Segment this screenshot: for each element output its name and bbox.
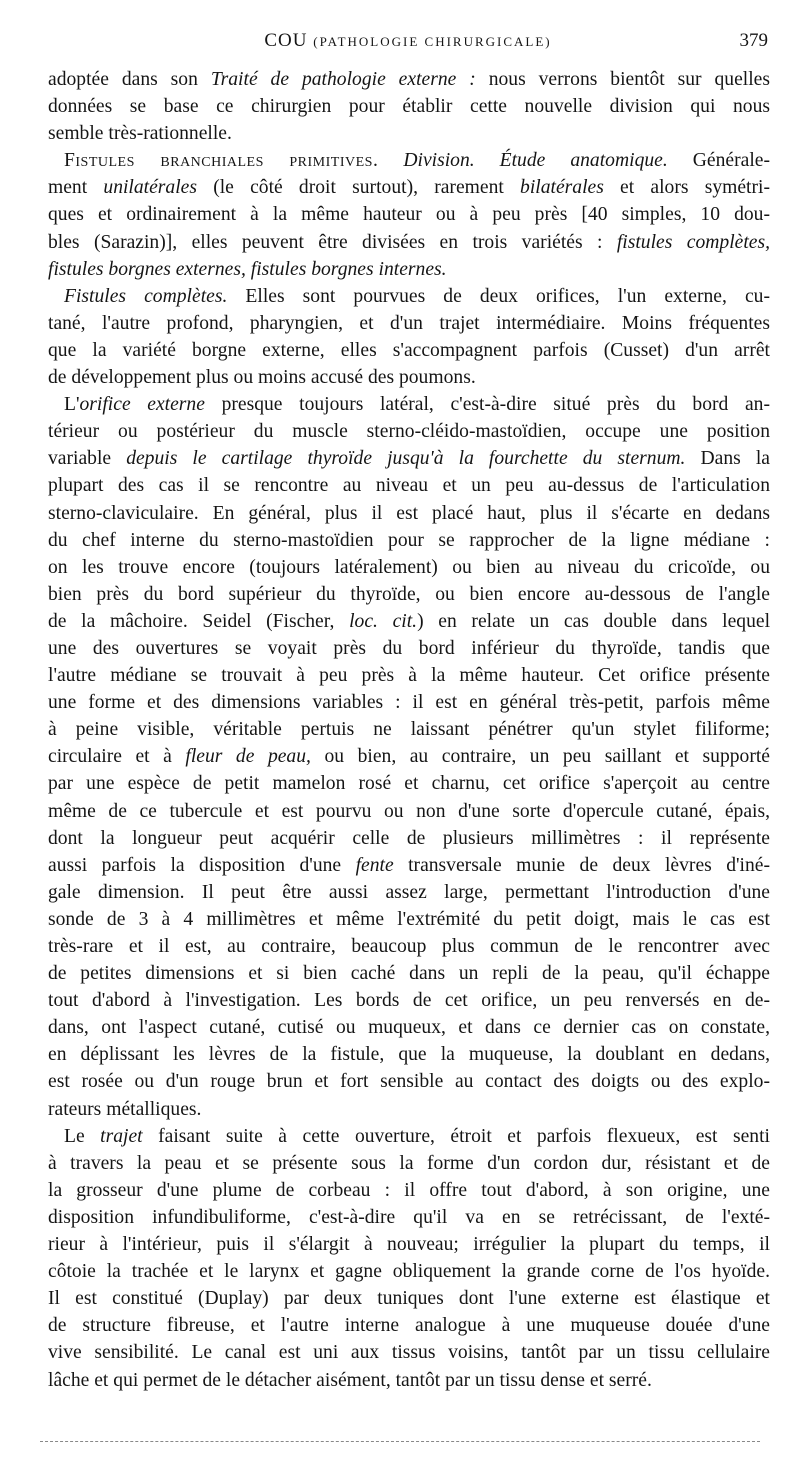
- text-run: transversale munie de deux lèvres d'iné-: [393, 854, 770, 876]
- text-run: du chef interne du sterno-mastoïdien pour se rapprocher de la ligne médiane :: [48, 529, 770, 551]
- italic-text: bilatérales: [520, 177, 604, 199]
- text-run: térieur ou postérieur du muscle sterno-cléido-mastoïdien, occupe une position: [48, 421, 770, 443]
- text-run: bles (Sarazin)], elles peuvent être divisées en trois variétés :: [48, 231, 617, 253]
- text-run: une des ouvertures se voyait près du bord inférieur du thyroïde, tandis que: [48, 637, 770, 659]
- text-run: sterno-claviculaire. En général, plus il est placé haut, plus il s'écarte en dedans: [48, 502, 770, 524]
- text-line: [48, 716, 770, 743]
- italic-text: unilatérales: [103, 177, 197, 199]
- italic-text: trajet: [100, 1125, 143, 1147]
- text-line: [48, 1068, 770, 1095]
- text-run: Dans la: [685, 448, 770, 470]
- text-run: on les trouve encore (toujours latéralement) ou bien au niveau du cricoïde, ou: [48, 556, 770, 578]
- text-run: Il est constitué (Duplay) par deux tuniques dont l'une externe est élastique et: [48, 1288, 770, 1310]
- running-header: [48, 30, 768, 58]
- text-line: [48, 229, 770, 256]
- text-run: ques et ordinairement à la même hauteur ou à peu près [40 simples, 10 dou-: [48, 204, 770, 226]
- text-run: côtoie la trachée et le larynx et gagne obliquement la grande corne de l'os hyoïde.: [48, 1261, 770, 1283]
- text-line: [48, 500, 770, 527]
- text-run: adoptée dans son: [48, 69, 211, 90]
- text-run: la grosseur d'une plume de corbeau : il offre tout d'abord, à son origine, une: [48, 1179, 770, 1201]
- text-line: [48, 256, 770, 283]
- footer-rule: [40, 1441, 760, 1442]
- text-run: (le côté droit surtout), rarement: [197, 177, 521, 199]
- italic-text: Traité de pathologie externe :: [210, 69, 476, 90]
- text-run: que la variété borgne externe, elles s'accompagnent parfois (Cusset) d'un arrêt: [48, 339, 770, 361]
- text-line: [48, 662, 770, 689]
- text-line: [48, 1339, 770, 1366]
- text-line: [48, 1177, 770, 1204]
- text-run: de développement plus ou moins accusé des poumons.: [48, 367, 476, 389]
- text-run: même de ce tubercule et est pourvu ou non d'une sorte d'opercule cutané, épais,: [48, 800, 770, 822]
- text-line: [48, 581, 770, 608]
- text-run: nous verrons bientôt sur quelles: [475, 69, 770, 90]
- text-line: [48, 1041, 770, 1068]
- text-run: presque toujours latéral, c'est-à-dire situé près du bord an-: [204, 394, 771, 416]
- text-run: sonde de 3 à 4 millimètres et même l'extrémité du petit doigt, mais le cas est: [48, 908, 770, 930]
- text-line: [48, 147, 770, 174]
- text-line: [48, 310, 770, 337]
- text-line: [48, 93, 770, 120]
- text-line: [48, 825, 770, 852]
- italic-text: Division. Étude anatomique.: [403, 150, 668, 172]
- text-run: à travers la peau et se présente sous la forme d'un cordon dur, résistant et de: [48, 1152, 770, 1174]
- text-line: [48, 1258, 770, 1285]
- text-run: très-rare et il est, au contraire, beaucoup plus commun de le rencontrer avec: [48, 936, 770, 957]
- text-run: semble très-rationnelle.: [48, 123, 232, 145]
- italic-text: depuis le cartilage thyroïde jusqu'à la fourchette du sternum.: [126, 448, 686, 470]
- text-line: [48, 1367, 770, 1394]
- text-line: [48, 174, 770, 201]
- text-run: à peine visible, véritable pertuis ne laissant pénétrer qu'un stylet filiforme;: [48, 719, 770, 741]
- body-text: [48, 66, 770, 1394]
- text-line: [48, 527, 770, 554]
- text-line: [48, 283, 770, 310]
- text-run: plupart des cas il se rencontre au niveau et un peu au-dessus de l'articulation: [48, 475, 770, 497]
- text-run: en déplissant les lèvres de la fistule, que la muqueuse, la doublant en dedans,: [48, 1044, 770, 1066]
- text-line: [48, 1014, 770, 1041]
- text-run: tané, l'autre profond, pharyngien, et d'un trajet intermédiaire. Moins fréquentes: [48, 312, 770, 334]
- text-run: dans, ont l'aspect cutané, cutisé ou muqueux, et dans ce dernier cas on constate,: [48, 1017, 770, 1039]
- text-line: [48, 364, 770, 391]
- text-run: disposition infundibuliforme, c'est-à-dire qu'il va en se retrécissant, de l'exté-: [48, 1206, 770, 1228]
- text-line: [48, 987, 770, 1014]
- text-line: [48, 1285, 770, 1312]
- text-run: de la mâchoire. Seidel (Fischer,: [48, 610, 350, 632]
- text-run: rieur à l'intérieur, puis il s'élargit à nouveau; irrégulier la plupart du temps, il: [48, 1234, 770, 1256]
- page-number: 379: [739, 30, 768, 51]
- text-run: est rosée ou d'un rouge brun et fort sensible au contact des doigts ou des explo-: [48, 1071, 770, 1093]
- text-line: [48, 1231, 770, 1258]
- text-line: [48, 906, 770, 933]
- text-run: dont la longueur peut acquérir celle de plusieurs millimètres : il représente: [48, 827, 770, 849]
- text-run: rateurs métalliques.: [48, 1098, 202, 1120]
- text-line: [48, 445, 770, 472]
- text-run: faisant suite à cette ouverture, étroit et parfois flexueux, est senti: [142, 1125, 770, 1147]
- text-run: de petites dimensions et si bien caché dans un repli de la peau, qu'il échappe: [48, 963, 770, 985]
- text-run: Le: [64, 1125, 101, 1147]
- text-run: aussi parfois la disposition d'une: [48, 854, 356, 876]
- text-line: [48, 770, 770, 797]
- running-title: [48, 30, 768, 52]
- text-run: ) en relate un cas double dans lequel: [417, 610, 771, 632]
- text-run: circulaire et à: [48, 746, 186, 768]
- text-line: [48, 960, 770, 987]
- text-run: par une espèce de petit mamelon rosé et charnu, cet orifice s'aperçoit au centre: [48, 773, 770, 795]
- text-run: vive sensibilité. Le canal est uni aux tissus voisins, tantôt par un tissu cellulaire: [48, 1342, 770, 1364]
- text-line: [48, 1096, 770, 1123]
- text-run: [378, 150, 403, 171]
- section-heading: Fistules branchiales primitives.: [64, 150, 379, 172]
- text-line: [48, 1150, 770, 1177]
- text-line: [48, 418, 770, 445]
- italic-text: orifice externe: [79, 394, 205, 416]
- text-run: une forme et des dimensions variables : il est en général très-petit, parfois même: [48, 692, 770, 714]
- italic-text: loc. cit.: [349, 610, 418, 632]
- text-run: et alors symétri-: [603, 177, 770, 199]
- text-line: [48, 879, 770, 906]
- text-line: [48, 201, 770, 228]
- text-line: [48, 1312, 770, 1339]
- text-line: [48, 933, 770, 960]
- italic-text: fistules borgnes externes, fistules borgnes internes.: [48, 258, 447, 280]
- text-run: variable: [48, 448, 127, 470]
- text-run: lâche et qui permet de le détacher aisément, tantôt par un tissu dense et serré.: [48, 1369, 652, 1391]
- text-run: ou bien, au contraire, un peu saillant et supporté: [310, 746, 771, 768]
- italic-text: fleur de peau,: [185, 746, 311, 768]
- text-line: [48, 852, 770, 879]
- italic-text: Fistules complètes.: [64, 285, 228, 307]
- text-line: [48, 66, 770, 93]
- text-line: [48, 689, 770, 716]
- text-run: tout d'abord à l'investigation. Les bords de cet orifice, un peu renversés en de-: [48, 990, 770, 1012]
- text-run: de structure fibreuse, et l'autre interne analogue à une muqueuse douée d'une: [48, 1315, 770, 1337]
- italic-text: fistules complètes,: [616, 231, 771, 253]
- text-line: [48, 608, 770, 635]
- text-run: Elles sont pourvues de deux orifices, l'un externe, cu-: [227, 285, 770, 307]
- text-line: [48, 554, 770, 581]
- text-run: ment: [48, 177, 104, 199]
- text-line: [48, 391, 770, 418]
- running-title-main: COU: [264, 30, 308, 51]
- text-line: [48, 1204, 770, 1231]
- text-run: données se base ce chirurgien pour établir cette nouvelle division qui nous: [48, 96, 770, 118]
- text-line: [48, 635, 770, 662]
- text-run: L': [64, 394, 80, 416]
- text-run: l'autre médiane se trouvait à peu près à la même hauteur. Cet orifice présente: [48, 665, 770, 687]
- text-line: [48, 120, 770, 147]
- text-line: [48, 743, 770, 770]
- text-line: [48, 1123, 770, 1150]
- text-line: [48, 472, 770, 499]
- text-run: gale dimension. Il peut être aussi assez large, permettant l'introduction d'une: [48, 881, 770, 903]
- text-line: [48, 337, 770, 364]
- text-line: [48, 798, 770, 825]
- text-run: Générale-: [667, 150, 770, 172]
- text-run: bien près du bord supérieur du thyroïde, ou bien encore au-dessous de l'angle: [48, 583, 770, 605]
- italic-text: fente: [355, 854, 394, 876]
- running-title-sub: (PATHOLOGIE CHIRURGICALE): [313, 34, 552, 49]
